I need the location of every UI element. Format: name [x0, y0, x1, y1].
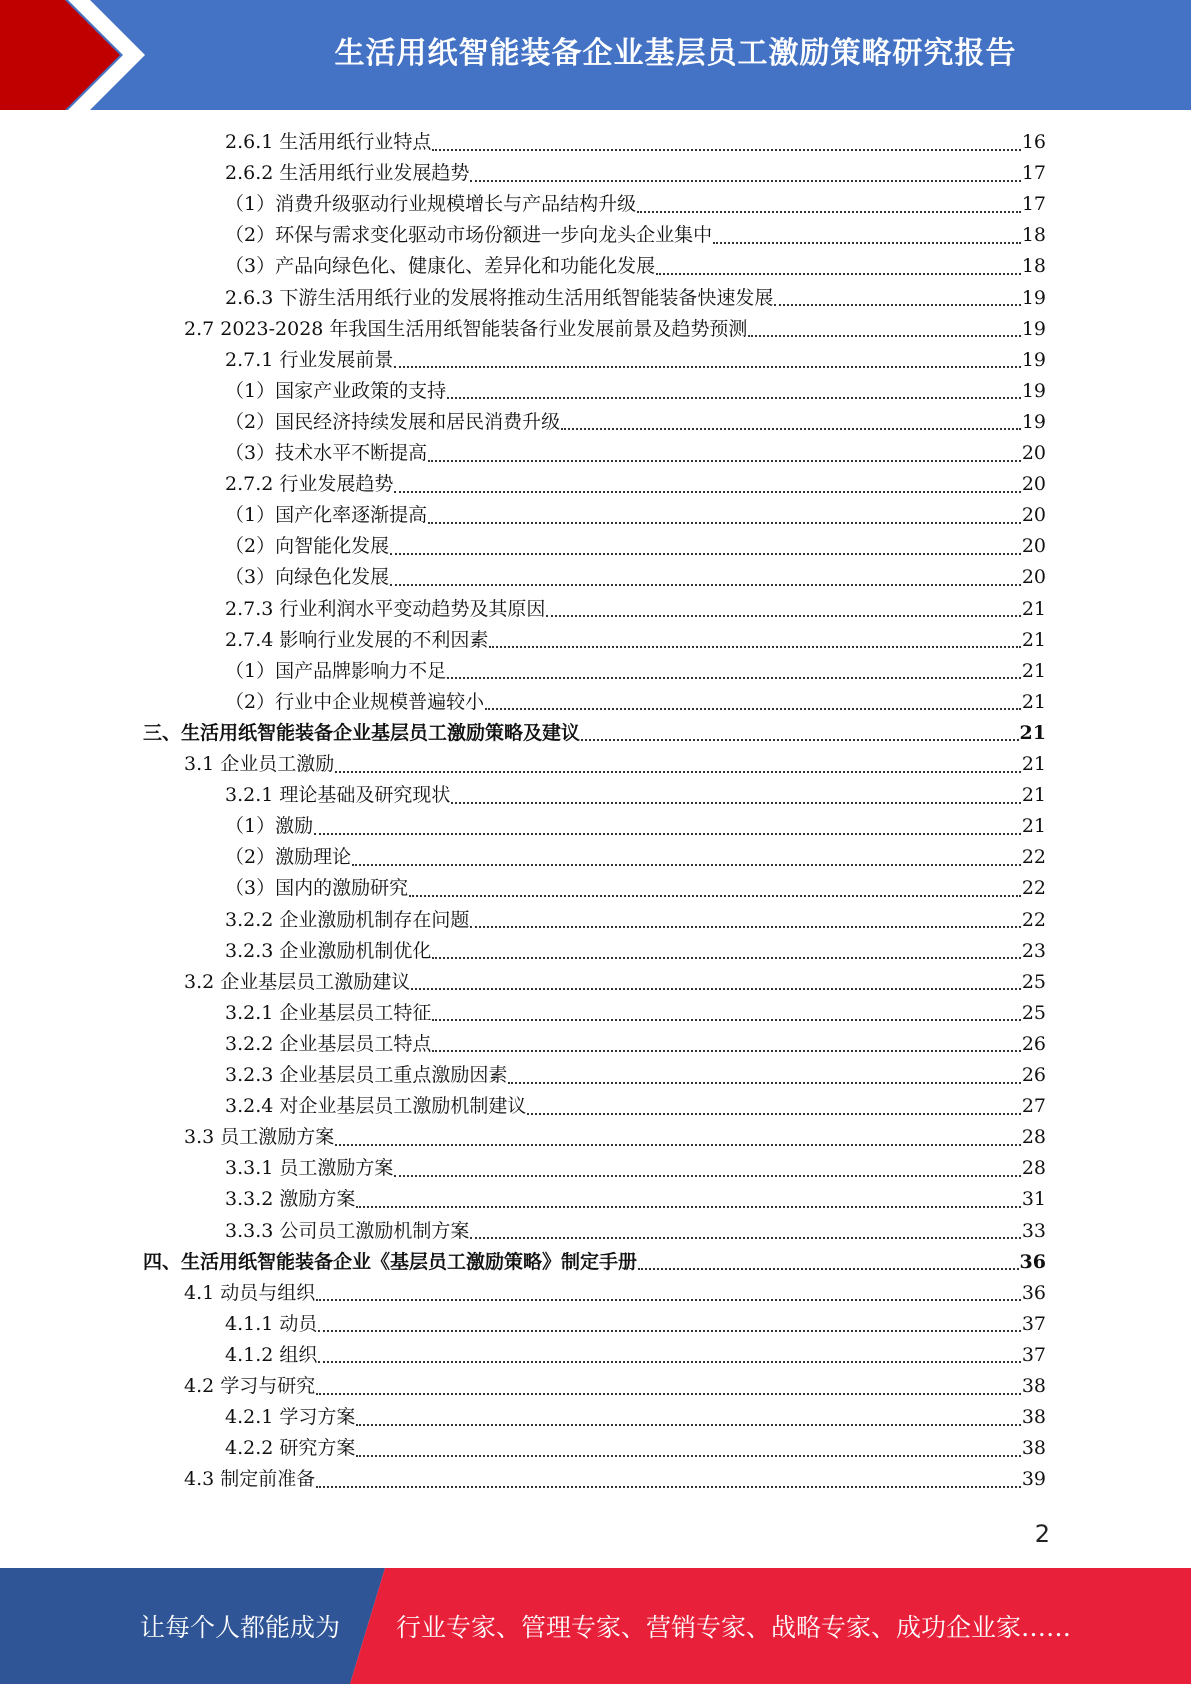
toc-entry-page: 20	[1021, 442, 1046, 464]
toc-dot-leader	[527, 1113, 1020, 1115]
toc-entry-page: 33	[1021, 1219, 1046, 1242]
toc-entry-title: 3.3.2 激励方案	[225, 1188, 356, 1211]
toc-entry[interactable]	[225, 687, 1046, 718]
toc-entry[interactable]	[225, 1216, 1046, 1247]
toc-entry[interactable]	[225, 407, 1046, 438]
toc-entry[interactable]	[225, 625, 1046, 656]
toc-dot-leader	[411, 988, 1021, 990]
toc-entry[interactable]	[225, 1091, 1046, 1122]
toc-dot-leader	[485, 708, 1021, 710]
toc-dot-leader	[432, 1019, 1020, 1021]
toc-entry-title: 3.3 员工激励方案	[184, 1126, 335, 1149]
toc-entry[interactable]	[184, 1371, 1046, 1402]
toc-entry-page: 21	[1021, 628, 1046, 651]
toc-entry[interactable]	[184, 749, 1046, 780]
toc-entry[interactable]	[184, 1122, 1046, 1153]
toc-entry-page: 38	[1021, 1406, 1046, 1429]
toc-dot-leader	[432, 149, 1020, 151]
toc-entry-page: 21	[1021, 753, 1046, 775]
toc-entry-page: 19	[1021, 379, 1046, 402]
toc-entry[interactable]	[143, 718, 1046, 749]
toc-entry-title: 3.2.1 企业基层员工特征	[225, 1001, 432, 1024]
toc-dot-leader	[335, 1144, 1021, 1146]
toc-entry[interactable]	[225, 376, 1046, 407]
footer-slogan-left: 让每个人都能成为	[140, 1613, 341, 1642]
toc-entry-title: 3.2 企业基层员工激励建议	[184, 970, 411, 993]
toc-entry-title: 2.7.3 行业利润水平变动趋势及其原因	[225, 597, 546, 620]
toc-entry-title: （2）向智能化发展	[225, 535, 390, 558]
toc-entry-page: 21	[1021, 690, 1046, 713]
toc-dot-leader	[390, 584, 1021, 586]
toc-entry[interactable]	[225, 345, 1046, 376]
toc-entry-title: 2.6.1 生活用纸行业特点	[225, 131, 432, 153]
toc-entry-title: 3.2.3 企业激励机制优化	[225, 939, 432, 962]
toc-entry-page: 21	[1019, 721, 1046, 744]
toc-entry-title: （2）激励理论	[225, 846, 352, 869]
toc-entry-title: 2.7.4 影响行业发展的不利因素	[225, 628, 489, 651]
toc-entry-title: （2）国民经济持续发展和居民消费升级	[225, 410, 561, 433]
toc-entry-title: （3）向绿色化发展	[225, 566, 390, 589]
toc-entry-page: 19	[1021, 410, 1046, 433]
toc-entry[interactable]	[225, 1433, 1046, 1464]
toc-dot-leader	[638, 1268, 1019, 1270]
toc-entry-title: 2.7.1 行业发展前景	[225, 348, 394, 371]
toc-entry[interactable]	[225, 251, 1046, 282]
toc-entry-page: 28	[1021, 1157, 1046, 1180]
toc-entry-page: 19	[1021, 286, 1046, 309]
toc-dot-leader	[356, 1206, 1020, 1208]
toc-dot-leader	[748, 335, 1020, 337]
toc-entry-title: 3.2.1 理论基础及研究现状	[225, 784, 451, 807]
toc-entry[interactable]	[225, 1060, 1046, 1091]
toc-dot-leader	[637, 211, 1021, 213]
toc-entry-page: 27	[1021, 1095, 1046, 1118]
toc-dot-leader	[470, 926, 1020, 928]
toc-dot-leader	[409, 895, 1021, 897]
toc-entry-title: （3）产品向绿色化、健康化、差异化和功能化发展	[225, 255, 656, 278]
toc-entry-title: 4.2 学习与研究	[184, 1375, 316, 1397]
toc-entry-page: 37	[1021, 1312, 1046, 1335]
toc-entry-page: 16	[1021, 131, 1046, 153]
toc-dot-leader	[656, 273, 1021, 275]
toc-entry-title: （1）国产品牌影响力不足	[225, 659, 447, 682]
toc-dot-leader	[447, 397, 1021, 399]
toc-entry[interactable]	[184, 314, 1046, 345]
toc-entry-page: 39	[1021, 1468, 1046, 1491]
toc-entry-title: 4.3 制定前准备	[184, 1468, 316, 1491]
toc-dot-leader	[356, 1424, 1020, 1426]
toc-entry[interactable]	[225, 127, 1046, 158]
toc-dot-leader	[428, 460, 1021, 462]
toc-dot-leader	[432, 957, 1020, 959]
toc-entry-page: 22	[1021, 877, 1046, 900]
toc-entry[interactable]	[225, 936, 1046, 967]
toc-entry-title: 3.2.2 企业激励机制存在问题	[225, 908, 470, 931]
toc-entry-title: 4.2.1 学习方案	[225, 1406, 356, 1429]
toc-dot-leader	[470, 180, 1020, 182]
toc-entry-page: 18	[1021, 255, 1046, 278]
toc-entry-title: 4.1.1 动员	[225, 1312, 318, 1335]
toc-entry-title: 4.2.2 研究方案	[225, 1437, 356, 1460]
toc-entry-page: 22	[1021, 908, 1046, 931]
toc-entry[interactable]	[225, 1184, 1046, 1215]
toc-entry-title: （1）激励	[225, 815, 314, 838]
toc-entry-title: 3.1 企业员工激励	[184, 753, 335, 775]
toc-entry-title: （3）国内的激励研究	[225, 877, 409, 900]
toc-dot-leader	[713, 242, 1021, 244]
toc-entry[interactable]	[225, 1153, 1046, 1184]
toc-entry[interactable]	[184, 1464, 1046, 1495]
toc-dot-leader	[316, 1486, 1021, 1488]
toc-entry[interactable]	[225, 438, 1046, 469]
toc-dot-leader	[316, 1393, 1021, 1395]
toc-dot-leader	[318, 1330, 1020, 1332]
toc-entry[interactable]	[225, 873, 1046, 904]
toc-entry-title: 2.6.2 生活用纸行业发展趋势	[225, 162, 470, 185]
toc-entry[interactable]	[225, 220, 1046, 251]
footer-slogan-right: 行业专家、管理专家、营销专家、战略专家、成功企业家……	[396, 1613, 1072, 1642]
toc-entry-title: （2）环保与需求变化驱动市场份额进一步向龙头企业集中	[225, 224, 713, 247]
toc-entry-title: 2.6.3 下游生活用纸行业的发展将推动生活用纸智能装备快速发展	[225, 286, 774, 309]
toc-entry-page: 26	[1021, 1064, 1046, 1086]
toc-entry[interactable]	[143, 1247, 1046, 1278]
toc-entry[interactable]	[225, 531, 1046, 562]
toc-entry-title: 4.1 动员与组织	[184, 1281, 316, 1304]
toc-entry[interactable]	[225, 1340, 1046, 1371]
toc-entry-title: 2.7.2 行业发展趋势	[225, 473, 394, 496]
toc-entry-title: （1）国家产业政策的支持	[225, 379, 447, 402]
toc-entry-page: 26	[1021, 1032, 1046, 1055]
toc-entry-page: 19	[1021, 317, 1046, 340]
toc-dot-leader	[432, 1050, 1020, 1052]
toc-dot-leader	[390, 553, 1021, 555]
toc-entry-title: 3.2.2 企业基层员工特点	[225, 1032, 432, 1055]
toc-dot-leader	[394, 366, 1020, 368]
toc-dot-leader	[352, 864, 1021, 866]
toc-dot-leader	[356, 1455, 1020, 1457]
toc-entry-title: 3.2.3 企业基层员工重点激励因素	[225, 1064, 508, 1086]
toc-entry-title: 3.3.1 员工激励方案	[225, 1157, 394, 1180]
toc-entry[interactable]	[225, 1402, 1046, 1433]
toc-entry[interactable]	[225, 1309, 1046, 1340]
toc-entry[interactable]	[225, 189, 1046, 220]
toc-entry-title: 3.3.3 公司员工激励机制方案	[225, 1219, 470, 1242]
toc-dot-leader	[774, 304, 1020, 306]
toc-entry-page: 20	[1021, 566, 1046, 589]
toc-dot-leader	[508, 1082, 1020, 1084]
toc-entry[interactable]	[225, 842, 1046, 873]
toc-entry-page: 31	[1021, 1188, 1046, 1211]
toc-entry-title: 2.7 2023-2028 年我国生活用纸智能装备行业发展前景及趋势预测	[184, 317, 748, 340]
toc-entry[interactable]	[225, 562, 1046, 593]
toc-entry[interactable]	[184, 1278, 1046, 1309]
toc-entry-page: 21	[1021, 659, 1046, 682]
toc-entry-title: 三、生活用纸智能装备企业基层员工激励策略及建议	[143, 721, 581, 744]
toc-entry[interactable]	[225, 594, 1046, 625]
toc-entry-page: 38	[1021, 1437, 1046, 1460]
page-number: 2	[1034, 1520, 1050, 1548]
toc-entry-page: 17	[1021, 193, 1046, 216]
toc-entry-title: （1）消费升级驱动行业规模增长与产品结构升级	[225, 193, 637, 216]
toc-entry-page: 22	[1021, 846, 1046, 869]
toc-entry[interactable]	[225, 500, 1046, 531]
page-header	[0, 0, 1191, 110]
document-title: 生活用纸智能装备企业基层员工激励策略研究报告	[334, 36, 1017, 71]
toc-entry-title: （2）行业中企业规模普遍较小	[225, 690, 485, 713]
toc-entry-page: 17	[1021, 162, 1046, 185]
toc-entry-page: 25	[1021, 970, 1046, 993]
toc-entry[interactable]	[225, 905, 1046, 936]
toc-entry-page: 36	[1021, 1281, 1046, 1304]
toc-entry[interactable]	[184, 967, 1046, 998]
toc-entry-page: 21	[1021, 815, 1046, 838]
toc-dot-leader	[451, 802, 1020, 804]
toc-dot-leader	[335, 771, 1021, 773]
page-footer	[0, 1568, 1191, 1684]
toc-entry-page: 18	[1021, 224, 1046, 247]
toc-dot-leader	[470, 1237, 1020, 1239]
toc-dot-leader	[394, 1175, 1020, 1177]
toc-entry-page: 21	[1021, 597, 1046, 620]
toc-entry[interactable]	[225, 656, 1046, 687]
toc-entry-page: 19	[1021, 348, 1046, 371]
toc-entry-page: 38	[1021, 1375, 1046, 1397]
toc-entry-page: 37	[1021, 1343, 1046, 1366]
toc-entry-title: （1）国产化率逐渐提高	[225, 504, 428, 527]
toc-entry-page: 20	[1021, 535, 1046, 558]
toc-entry[interactable]	[225, 811, 1046, 842]
toc-entry-page: 23	[1021, 939, 1046, 962]
toc-entry-page: 28	[1021, 1126, 1046, 1149]
toc-entry-page: 20	[1021, 504, 1046, 527]
toc-entry[interactable]	[225, 1029, 1046, 1060]
toc-dot-leader	[316, 1299, 1021, 1301]
toc-entry[interactable]	[225, 998, 1046, 1029]
toc-entry[interactable]	[225, 780, 1046, 811]
toc-dot-leader	[394, 491, 1020, 493]
toc-entry[interactable]	[225, 158, 1046, 189]
toc-entry-page: 36	[1019, 1250, 1046, 1273]
toc-entry-title: 四、生活用纸智能装备企业《基层员工激励策略》制定手册	[143, 1250, 638, 1273]
toc-dot-leader	[561, 428, 1021, 430]
toc-dot-leader	[489, 646, 1020, 648]
toc-entry-page: 21	[1021, 784, 1046, 807]
toc-dot-leader	[318, 1361, 1020, 1363]
toc-entry-title: 4.1.2 组织	[225, 1343, 318, 1366]
toc-entry[interactable]	[225, 283, 1046, 314]
toc-entry-title: （3）技术水平不断提高	[225, 442, 428, 464]
toc-entry[interactable]	[225, 469, 1046, 500]
toc-dot-leader	[447, 677, 1021, 679]
toc-entry-title: 3.2.4 对企业基层员工激励机制建议	[225, 1095, 527, 1118]
toc-dot-leader	[428, 522, 1021, 524]
toc-entry-page: 20	[1021, 473, 1046, 496]
toc-entry-page: 25	[1021, 1001, 1046, 1024]
toc-dot-leader	[314, 833, 1021, 835]
toc-dot-leader	[581, 739, 1019, 741]
toc-dot-leader	[546, 615, 1020, 617]
